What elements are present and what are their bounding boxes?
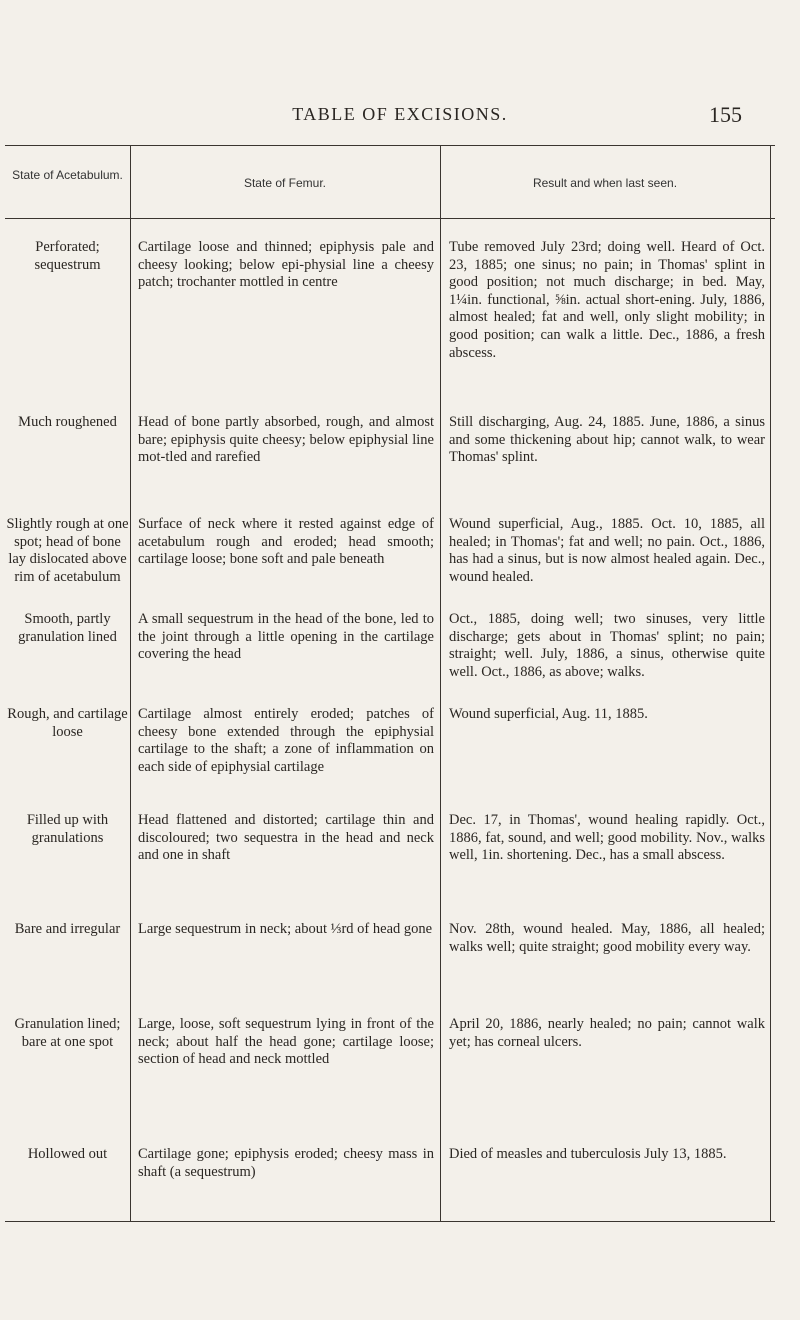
femur-cell: Large, loose, soft sequestrum lying in front of the neck; about half the head gone; cartilage loose; section of head and neck mottled xyxy=(138,1016,434,1068)
acetabulum-cell: Filled up with granulations xyxy=(26,812,109,846)
acetabulum-cell: Granulation lined; bare at one spot xyxy=(14,1016,121,1050)
column-divider xyxy=(130,146,131,1221)
column-header-acetabulum: State of Acetabulum. xyxy=(12,168,123,182)
femur-cell: Cartilage almost entirely eroded; patches of cheesy bone extended through the epiphysial cartilage to the shaft; a zone of inflammation on each side of epiphysial cartilage xyxy=(138,706,434,775)
result-cell: Tube removed July 23rd; doing well. Heard of Oct. 23, 1885; one sinus; no pain; in Thomas' splint in good position; not much discharge; in bed. May, 1¼in. functional, ⅝in. actual short-ening. July, 1886, almost healed; fat and well, only slight mobility; in good position; can walk a little. Dec., 1886, a fresh abscess. xyxy=(449,239,765,361)
acetabulum-cell: Rough, and cartilage loose xyxy=(7,706,128,740)
femur-cell: Cartilage loose and thinned; epiphysis pale and cheesy looking; below epi-physial line a cheesy patch; trochanter mottled in centre xyxy=(138,239,434,291)
result-cell: Nov. 28th, wound healed. May, 1886, all healed; walks well; quite straight; good mobility every way. xyxy=(449,921,765,955)
running-title: TABLE OF EXCISIONS. xyxy=(292,104,508,124)
result-cell: Wound superficial, Aug. 11, 1885. xyxy=(449,706,648,722)
result-cell: Died of measles and tuberculosis July 13, 1885. xyxy=(449,1146,727,1162)
column-header-result: Result and when last seen. xyxy=(532,176,678,190)
femur-cell: Head flattened and distorted; cartilage thin and discoloured; two sequestra in the head and neck and one in shaft xyxy=(138,812,434,864)
result-cell: April 20, 1886, nearly healed; no pain; cannot walk yet; has corneal ulcers. xyxy=(449,1016,765,1050)
acetabulum-cell: Perforated; sequestrum xyxy=(34,239,101,273)
column-header-femur: State of Femur. xyxy=(243,176,327,190)
femur-cell: Head of bone partly absorbed, rough, and almost bare; epiphysis quite cheesy; below epiphysial line mot-tled and rarefied xyxy=(138,414,434,466)
result-cell: Still discharging, Aug. 24, 1885. June, 1886, a sinus and some thickening about hip; cannot walk, to wear Thomas' splint. xyxy=(449,414,765,466)
acetabulum-cell: Slightly rough at one spot; head of bone lay dislocated above rim of acetabulum xyxy=(6,516,129,585)
femur-cell: Surface of neck where it rested against edge of acetabulum rough and eroded; head smooth; cartilage loose; bone soft and pale beneath xyxy=(138,516,434,568)
femur-cell: A small sequestrum in the head of the bone, led to the joint through a little opening in the cartilage covering the head xyxy=(138,611,434,663)
page-number: 155 xyxy=(709,102,742,127)
page-header xyxy=(0,102,800,132)
femur-cell: Large sequestrum in neck; about ⅓rd of head gone xyxy=(138,921,433,937)
column-divider xyxy=(770,146,771,1221)
header-rule xyxy=(5,218,775,219)
excisions-table xyxy=(5,145,775,1222)
acetabulum-cell: Smooth, partly granulation lined xyxy=(18,611,117,645)
result-cell: Oct., 1885, doing well; two sinuses, very little discharge; gets about in Thomas' splint; no pain; straight; well. July, 1886, a sinus, otherwise quite well. Oct., 1886, as above; walks. xyxy=(449,611,765,680)
result-cell: Wound superficial, Aug., 1885. Oct. 10, 1885, all healed; in Thomas'; fat and well; no pain. Oct., 1886, has had a sinus, but is now almost healed again. Dec., wound healed. xyxy=(449,516,765,585)
result-cell: Dec. 17, in Thomas', wound healing rapidly. Oct., 1886, fat, sound, and well; good mobility. Nov., walks well, 1in. shortening. Dec., has a small abscess. xyxy=(449,812,765,864)
column-divider xyxy=(440,146,441,1221)
femur-cell: Cartilage gone; epiphysis eroded; cheesy mass in shaft (a sequestrum) xyxy=(138,1146,434,1180)
acetabulum-cell: Bare and irregular xyxy=(14,921,121,937)
acetabulum-cell: Hollowed out xyxy=(27,1146,108,1162)
acetabulum-cell: Much roughened xyxy=(18,414,117,430)
